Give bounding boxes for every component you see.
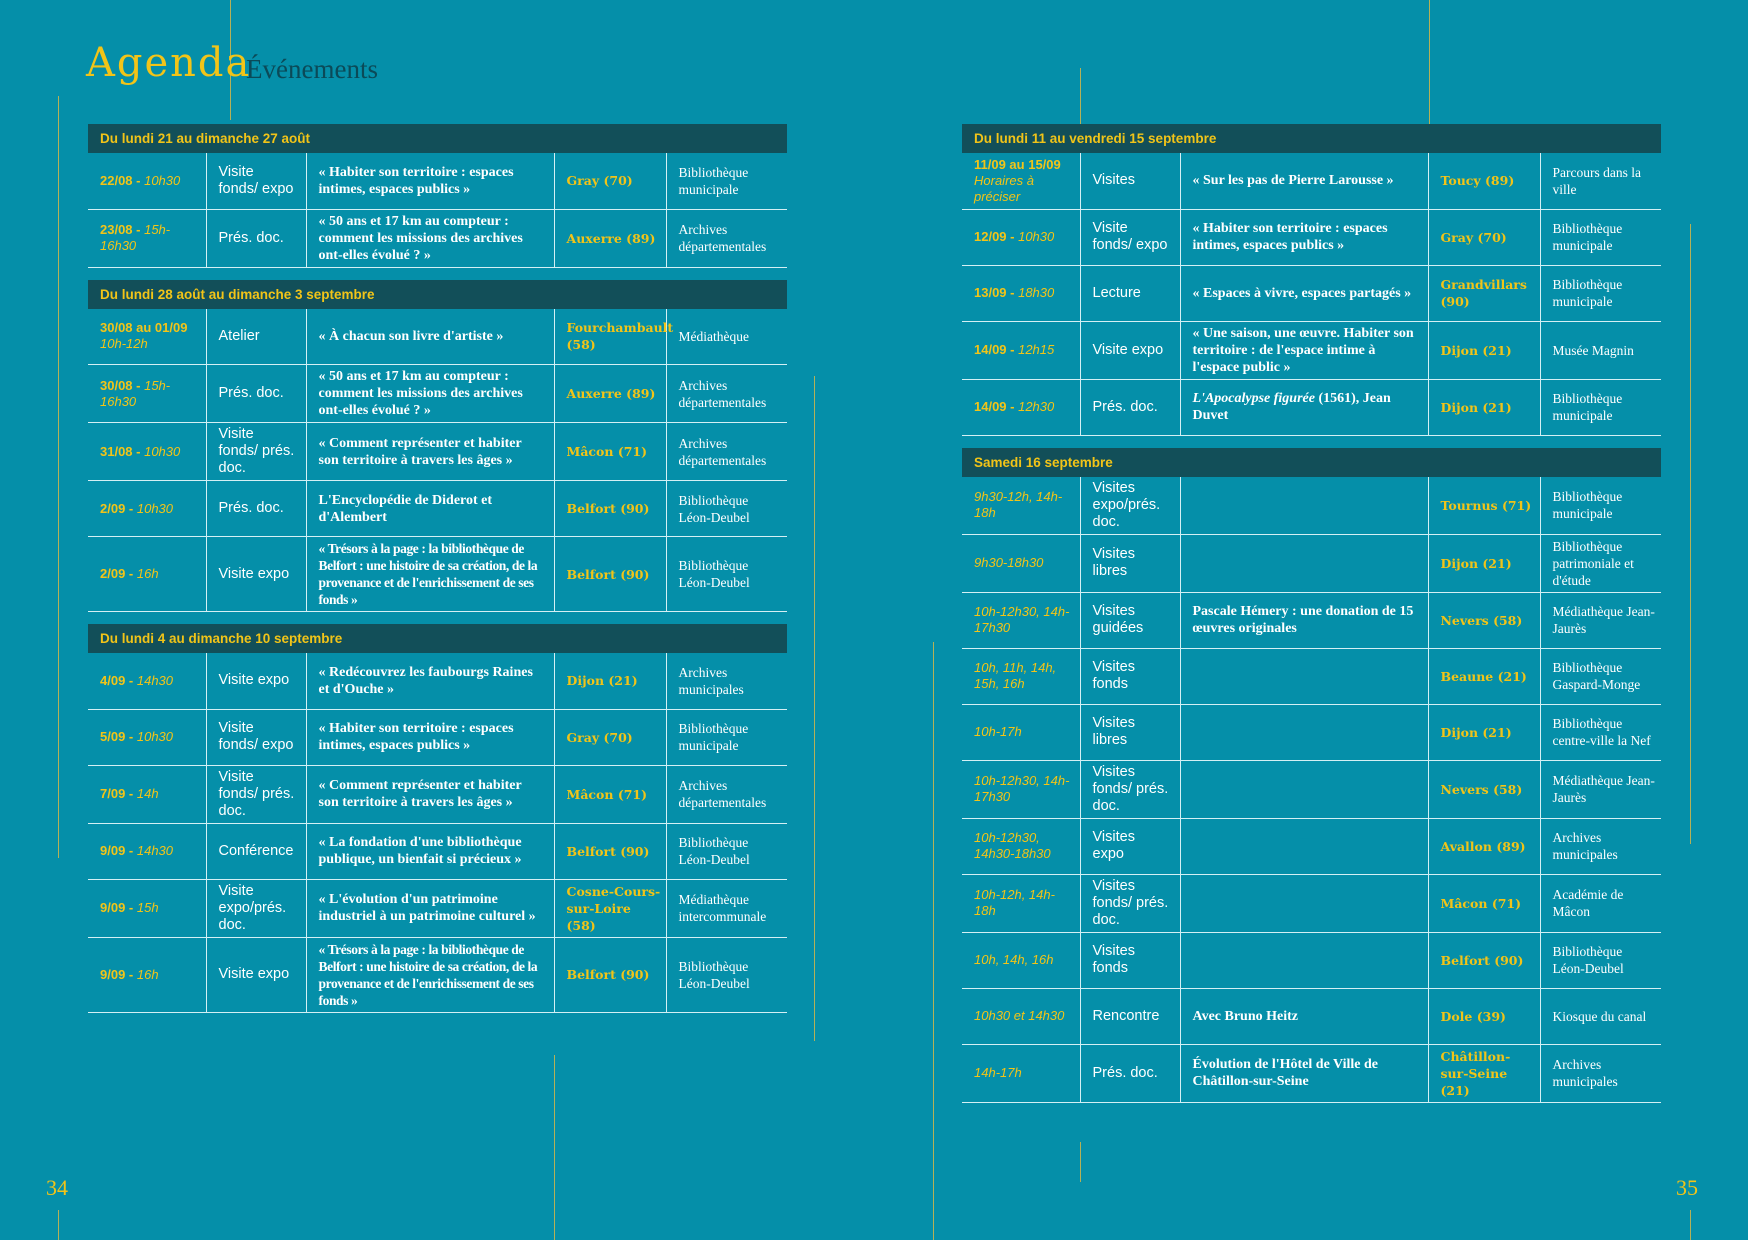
event-title: « La fondation d'une bibliothèque publique, un bienfait si précieux » [318, 835, 522, 867]
event-time: 10h, 14h, 16h [974, 952, 1054, 967]
section-heading: Du lundi 21 au dimanche 27 août [88, 124, 787, 153]
event-title-cell [306, 765, 554, 823]
event-city: Toucy (89) [1428, 153, 1540, 209]
event-city: Dijon (21) [1428, 534, 1540, 592]
event-city: Dijon (21) [1428, 379, 1540, 435]
event-date-cell [962, 379, 1080, 435]
event-title-cell [1180, 209, 1428, 265]
event-date-cell [962, 592, 1080, 648]
event-time: 14h [136, 786, 159, 801]
event-row [88, 653, 787, 709]
event-city: Beaune (21) [1428, 648, 1540, 704]
event-type: Prés. doc. [1080, 379, 1180, 435]
event-date-cell [88, 481, 206, 537]
event-title: « Redécouvrez les faubourgs Raines et d'Ouche » [318, 664, 533, 697]
decorative-rule [58, 1210, 59, 1240]
event-date-cell [962, 1044, 1080, 1102]
event-title: Avec Bruno Heitz [1192, 1008, 1298, 1024]
event-time: 10h30 [136, 500, 174, 516]
event-title: « L'évolution d'un patrimoine industriel à un patrimoine culturel » [318, 892, 536, 924]
event-date-cell [88, 309, 206, 365]
event-city: Gray (70) [554, 153, 666, 209]
event-date-cell [88, 823, 206, 879]
event-title: « Une saison, une œuvre. Habiter son territoire : de l'espace intime à l'espace public » [1192, 325, 1414, 375]
event-title-cell [306, 209, 554, 267]
event-row [88, 153, 787, 209]
event-city: Tournus (71) [1428, 477, 1540, 535]
event-city: Dole (39) [1428, 988, 1540, 1044]
page-subtitle: Événements [246, 54, 378, 84]
event-date-cell [88, 709, 206, 765]
event-type: Atelier [206, 309, 306, 365]
page-number-left: 34 [46, 1175, 68, 1200]
event-date-cell [962, 321, 1080, 379]
event-row [88, 423, 787, 481]
event-date: 23/08 - [100, 222, 145, 237]
event-title-cell [306, 309, 554, 365]
event-title-cell [1180, 988, 1428, 1044]
event-row [962, 760, 1661, 818]
event-date-cell [962, 818, 1080, 874]
event-type: Visites libres [1080, 534, 1180, 592]
event-title-cell [306, 153, 554, 209]
event-city: Auxerre (89) [554, 209, 666, 267]
event-title: « Habiter son territoire : espaces intimes, espaces publics » [1192, 221, 1388, 253]
event-row [962, 265, 1661, 321]
event-date: 22/08 - [100, 172, 145, 188]
event-time: 10h-12h30, 14h-17h30 [974, 604, 1070, 635]
event-type: Visite fonds/ expo [1080, 209, 1180, 265]
event-date-cell [88, 423, 206, 481]
event-city: Nevers (58) [1428, 592, 1540, 648]
event-date: 14/09 - [974, 399, 1019, 414]
event-type: Visite expo [206, 937, 306, 1012]
event-date-cell [962, 209, 1080, 265]
event-row [962, 874, 1661, 932]
page-number-right: 35 [1676, 1175, 1698, 1200]
event-row [88, 309, 787, 365]
event-date-cell [962, 153, 1080, 209]
event-city: Dijon (21) [554, 653, 666, 709]
event-row [962, 818, 1661, 874]
event-place: Bibliothèque municipale [1540, 265, 1661, 321]
event-time: 10h-12h, 14h-18h [974, 887, 1055, 918]
event-title-cell [306, 653, 554, 709]
event-date-cell [962, 477, 1080, 535]
events-table [962, 153, 1661, 436]
event-row [962, 988, 1661, 1044]
events-table [88, 309, 787, 613]
event-city: Mâcon (71) [1428, 874, 1540, 932]
decorative-rule [933, 642, 934, 1240]
event-place: Bibliothèque Léon-Deubel [1540, 932, 1661, 988]
event-title-cell [1180, 648, 1428, 704]
event-title-cell [1180, 534, 1428, 592]
event-place: Archives départementales [666, 209, 787, 267]
event-row [962, 592, 1661, 648]
event-date-cell [88, 879, 206, 937]
event-type: Visites [1080, 153, 1180, 209]
event-type: Visites guidées [1080, 592, 1180, 648]
event-time: 14h30 [136, 843, 174, 858]
event-type: Prés. doc. [206, 365, 306, 423]
event-title-cell [1180, 477, 1428, 535]
event-row [88, 481, 787, 537]
event-title-cell [306, 937, 554, 1012]
event-city: Dijon (21) [1428, 704, 1540, 760]
event-title: « Comment représenter et habiter son territoire à travers les âges » [318, 435, 522, 468]
event-title: « Sur les pas de Pierre Larousse » [1192, 173, 1394, 189]
event-title-cell [1180, 1044, 1428, 1102]
event-type: Rencontre [1080, 988, 1180, 1044]
event-city: Mâcon (71) [554, 423, 666, 481]
event-title-cell [1180, 321, 1428, 379]
event-date-cell [88, 209, 206, 267]
event-city: Fourchambault (58) [554, 309, 666, 365]
event-place: Bibliothèque Léon-Deubel [666, 937, 787, 1012]
event-time: 10h30 et 14h30 [974, 1008, 1065, 1023]
event-time: 10h-17h [974, 724, 1022, 739]
event-date: 13/09 - [974, 285, 1019, 300]
event-place: Bibliothèque municipale [666, 709, 787, 765]
event-type: Visite expo [206, 653, 306, 709]
event-type: Visite fonds/ prés. doc. [206, 423, 306, 481]
event-time: 10h30 [144, 172, 181, 188]
decorative-rule [814, 376, 815, 1041]
section-heading: Samedi 16 septembre [962, 448, 1661, 477]
event-time: 10h-12h30, 14h-17h30 [974, 773, 1070, 804]
decorative-rule [1690, 224, 1691, 844]
event-time: 12h15 [1018, 342, 1055, 357]
event-time: 14h30 [136, 672, 174, 688]
event-type: Visites fonds/ prés. doc. [1080, 760, 1180, 818]
event-row [962, 209, 1661, 265]
decorative-rule [1080, 68, 1081, 124]
event-place: Bibliothèque Léon-Deubel [666, 823, 787, 879]
left-page-agenda [88, 124, 787, 1025]
event-place: Archives départementales [666, 765, 787, 823]
event-row [88, 937, 787, 1012]
event-date-cell [962, 874, 1080, 932]
event-title-cell [1180, 265, 1428, 321]
event-row [962, 704, 1661, 760]
event-time: 10h, 11h, 14h, 15h, 16h [974, 660, 1057, 691]
event-date: 9/09 - [100, 900, 137, 915]
event-title-cell [306, 879, 554, 937]
event-date: 2/09 - [100, 566, 137, 581]
event-place: Médiathèque Jean-Jaurès [1540, 760, 1661, 818]
event-date: 2/09 - [100, 500, 137, 516]
event-place: Bibliothèque municipale [1540, 209, 1661, 265]
event-date-cell [88, 153, 206, 209]
event-title-italic: L'Apocalypse figurée [1192, 391, 1315, 406]
event-date: 5/09 - [100, 729, 137, 744]
events-table [88, 153, 787, 268]
event-place: Kiosque du canal [1540, 988, 1661, 1044]
event-date: 7/09 - [100, 786, 137, 801]
event-title-cell [306, 537, 554, 612]
event-title: (1561), Jean Duvet [1192, 391, 1391, 423]
decorative-rule [1690, 1210, 1691, 1240]
event-place: Médiathèque Jean-Jaurès [1540, 592, 1661, 648]
event-row [88, 879, 787, 937]
event-city: Mâcon (71) [554, 765, 666, 823]
event-city: Avallon (89) [1428, 818, 1540, 874]
event-place: Archives municipales [666, 653, 787, 709]
event-date: 11/09 au 15/09 [974, 156, 1061, 172]
event-city: Nevers (58) [1428, 760, 1540, 818]
event-title-cell [1180, 153, 1428, 209]
event-place: Bibliothèque municipale [1540, 477, 1661, 535]
event-time: 15h-16h30 [100, 222, 171, 253]
event-time: 14h-17h [974, 1065, 1022, 1080]
event-city: Gray (70) [554, 709, 666, 765]
event-title: « Habiter son territoire : espaces intimes, espaces publics » [318, 721, 514, 753]
event-type: Visite expo [206, 537, 306, 612]
event-date: 4/09 - [100, 672, 137, 688]
event-title-cell [306, 481, 554, 537]
event-place: Bibliothèque Léon-Deubel [666, 481, 787, 537]
event-city: Grandvillars (90) [1428, 265, 1540, 321]
event-place: Bibliothèque municipale [666, 153, 787, 209]
decorative-rule [554, 1055, 555, 1240]
event-title-cell [1180, 874, 1428, 932]
event-place: Archives municipales [1540, 1044, 1661, 1102]
event-time: 10h-12h [100, 336, 148, 352]
event-type: Visites fonds [1080, 932, 1180, 988]
event-time: Horaires à préciser [974, 172, 1034, 204]
event-date: 30/08 - [100, 377, 145, 393]
event-type: Visite expo [1080, 321, 1180, 379]
event-place: Bibliothèque centre-ville la Nef [1540, 704, 1661, 760]
event-date: 12/09 - [974, 229, 1019, 244]
events-table [88, 653, 787, 1013]
event-title: « 50 ans et 17 km au compteur : comment les missions des archives ont-elles évolué ? » [318, 369, 523, 418]
event-title: « Trésors à la page : la bibliothèque de Belfort : une histoire de sa création, de la provenance et de l'enrichissement de ses fonds » [318, 541, 538, 607]
event-city: Belfort (90) [554, 823, 666, 879]
event-title: « Habiter son territoire : espaces intimes, espaces publics » [318, 164, 514, 197]
right-page-agenda [962, 124, 1661, 1115]
event-time: 18h30 [1018, 285, 1055, 300]
event-place: Musée Magnin [1540, 321, 1661, 379]
event-city: Cosne-Cours-sur-Loire (58) [554, 879, 666, 937]
event-type: Visites fonds/ prés. doc. [1080, 874, 1180, 932]
event-date-cell [962, 988, 1080, 1044]
event-city: Belfort (90) [554, 537, 666, 612]
event-time: 9h30-18h30 [974, 555, 1044, 570]
event-date: 30/08 au 01/09 [100, 320, 188, 336]
event-title: L'Encyclopédie de Diderot et d'Alembert [318, 492, 493, 525]
event-city: Belfort (90) [1428, 932, 1540, 988]
event-row [88, 709, 787, 765]
event-row [962, 932, 1661, 988]
event-date-cell [962, 932, 1080, 988]
event-date-cell [962, 760, 1080, 818]
event-title-cell [1180, 379, 1428, 435]
event-place: Archives départementales [666, 365, 787, 423]
event-place: Médiathèque [666, 309, 787, 365]
event-title: « Trésors à la page : la bibliothèque de Belfort : une histoire de sa création, de la provenance et de l'enrichissement de ses fonds » [318, 941, 538, 1008]
event-type: Prés. doc. [206, 209, 306, 267]
event-type: Lecture [1080, 265, 1180, 321]
event-row [962, 477, 1661, 535]
event-date: 14/09 - [974, 342, 1019, 357]
event-time: 9h30-12h, 14h-18h [974, 489, 1063, 520]
event-time: 10h30 [1018, 229, 1055, 244]
event-time: 10h30 [136, 729, 174, 744]
event-type: Visite fonds/ expo [206, 153, 306, 209]
event-type: Prés. doc. [1080, 1044, 1180, 1102]
event-row [88, 365, 787, 423]
event-title: Évolution de l'Hôtel de Ville de Châtillon-sur-Seine [1192, 1057, 1379, 1089]
event-time: 12h30 [1018, 399, 1055, 414]
decorative-rule [1429, 0, 1430, 124]
event-type: Visites expo [1080, 818, 1180, 874]
event-title-cell [1180, 592, 1428, 648]
event-date-cell [962, 704, 1080, 760]
event-place: Bibliothèque Léon-Deubel [666, 537, 787, 612]
event-date-cell [962, 534, 1080, 592]
event-title: Pascale Hémery : une donation de 15 œuvres originales [1192, 604, 1414, 636]
event-row [88, 765, 787, 823]
page-title: Agenda [86, 40, 252, 86]
events-table [962, 477, 1661, 1103]
event-type: Prés. doc. [206, 481, 306, 537]
section-heading: Du lundi 4 au dimanche 10 septembre [88, 624, 787, 653]
event-time: 10h-12h30, 14h30-18h30 [974, 830, 1051, 861]
event-place: Bibliothèque Gaspard-Monge [1540, 648, 1661, 704]
event-date: 9/09 - [100, 966, 137, 982]
event-date-cell [962, 648, 1080, 704]
event-title-cell [1180, 818, 1428, 874]
event-city: Dijon (21) [1428, 321, 1540, 379]
event-city: Auxerre (89) [554, 365, 666, 423]
event-place: Bibliothèque patrimoniale et d'étude [1540, 534, 1661, 592]
event-title-cell [306, 709, 554, 765]
event-row [962, 534, 1661, 592]
event-type: Visites fonds [1080, 648, 1180, 704]
event-date-cell [88, 653, 206, 709]
event-title-cell [306, 365, 554, 423]
event-date-cell [88, 365, 206, 423]
event-time: 15h-16h30 [100, 377, 171, 409]
event-place: Archives municipales [1540, 818, 1661, 874]
event-city: Belfort (90) [554, 481, 666, 537]
decorative-rule [1080, 1142, 1081, 1182]
event-city: Gray (70) [1428, 209, 1540, 265]
event-title-cell [1180, 704, 1428, 760]
event-place: Académie de Mâcon [1540, 874, 1661, 932]
event-row [88, 537, 787, 612]
event-date-cell [88, 537, 206, 612]
event-row [962, 153, 1661, 209]
event-title: « 50 ans et 17 km au compteur : comment les missions des archives ont-elles évolué ? » [318, 213, 523, 263]
event-place: Bibliothèque municipale [1540, 379, 1661, 435]
event-title-cell [306, 823, 554, 879]
event-type: Visite expo/prés. doc. [206, 879, 306, 937]
event-time: 10h30 [144, 443, 181, 459]
event-place: Médiathèque intercommunale [666, 879, 787, 937]
event-title-cell [1180, 932, 1428, 988]
event-row [88, 209, 787, 267]
event-date-cell [88, 937, 206, 1012]
event-title: « Espaces à vivre, espaces partagés » [1192, 285, 1412, 301]
event-time: 16h [136, 966, 159, 982]
event-type: Conférence [206, 823, 306, 879]
event-date-cell [962, 265, 1080, 321]
event-type: Visite fonds/ expo [206, 709, 306, 765]
event-type: Visites expo/prés. doc. [1080, 477, 1180, 535]
event-title-cell [1180, 760, 1428, 818]
event-city: Belfort (90) [554, 937, 666, 1012]
decorative-rule [58, 96, 59, 858]
event-type: Visites libres [1080, 704, 1180, 760]
event-date: 9/09 - [100, 843, 137, 858]
event-row [962, 648, 1661, 704]
section-heading: Du lundi 28 août au dimanche 3 septembre [88, 280, 787, 309]
event-time: 16h [136, 566, 159, 581]
event-time: 15h [136, 900, 159, 915]
event-city: Châtillon-sur-Seine (21) [1428, 1044, 1540, 1102]
event-place: Archives départementales [666, 423, 787, 481]
event-row [88, 823, 787, 879]
event-row [962, 379, 1661, 435]
event-title: « Comment représenter et habiter son territoire à travers les âges » [318, 778, 522, 810]
event-date: 31/08 - [100, 443, 145, 459]
event-type: Visite fonds/ prés. doc. [206, 765, 306, 823]
event-row [962, 321, 1661, 379]
event-place: Parcours dans la ville [1540, 153, 1661, 209]
section-heading: Du lundi 11 au vendredi 15 septembre [962, 124, 1661, 153]
event-row [962, 1044, 1661, 1102]
event-title: « À chacun son livre d'artiste » [318, 328, 504, 344]
event-date-cell [88, 765, 206, 823]
event-title-cell [306, 423, 554, 481]
